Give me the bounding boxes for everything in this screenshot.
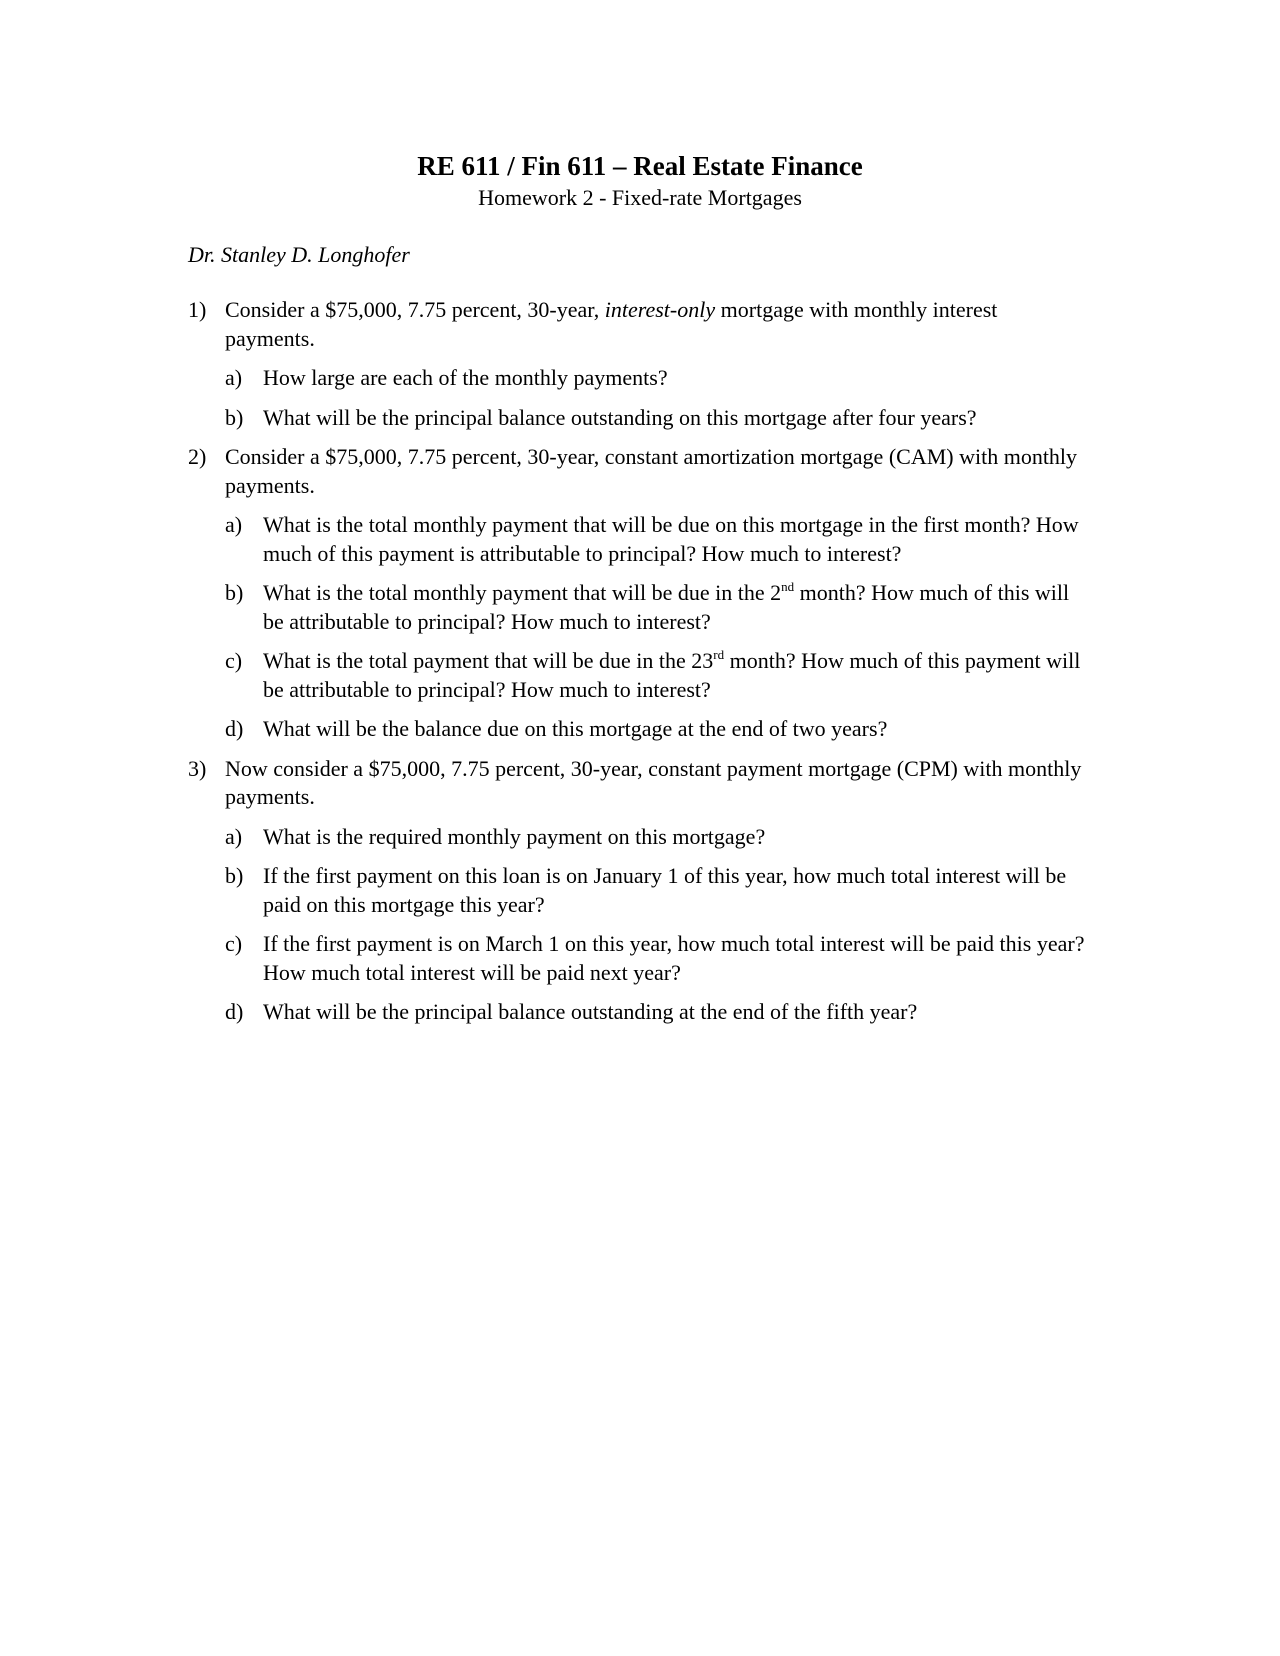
ordinal-suffix: rd [713,647,725,662]
sub-question-2a [225,511,1088,568]
sub-question-text: What will be the balance due on this mortgage at the end of two years? [263,716,888,741]
sub-question-3b [225,862,1088,919]
sub-question-list [225,511,1088,744]
sub-question-number: c) [225,648,243,673]
question-3 [188,755,1088,1027]
sub-question-number: b) [225,404,244,430]
sub-question-text: What will be the principal balance outstanding on this mortgage after four years? [263,404,977,430]
question-number: 2) [188,444,207,469]
sub-question-1a [225,364,1088,393]
sub-question-text: What is the total monthly payment that will be due on this mortgage in the first month? How much of this payment is attributable to principal? How much to interest? [263,512,1079,566]
sub-question-2b [225,579,1088,636]
question-text-emphasis: interest-only [604,297,716,322]
question-text [225,296,1088,353]
sub-question-list [225,364,1088,432]
sub-question-text: What will be the principal balance outstanding at the end of the fifth year? [263,999,918,1024]
author-name: Dr. Stanley D. Longhofer [188,242,410,267]
sub-question-text: How large are each of the monthly payments? [263,365,668,390]
ordinal-suffix: nd [781,579,795,594]
sub-question-3c [225,930,1088,987]
question-text: Consider a $75,000, 7.75 percent, 30-year, constant amortization mortgage (CAM) with monthly payments. [225,444,1078,498]
sub-question-text-part: What is the total monthly payment that will be due in the 2 [263,580,782,605]
question-number: 3) [188,755,207,781]
sub-question-2c [225,647,1088,704]
title-block [0,150,1280,212]
question-text: Now consider a $75,000, 7.75 percent, 30-year, constant payment mortgage (CPM) with monthly payments. [225,755,1082,809]
sub-question-number: a) [225,823,243,849]
sub-question-number: a) [225,512,243,537]
sub-question-number: a) [225,365,243,390]
sub-question-3d [225,998,1088,1027]
sub-question-number: b) [225,580,244,605]
sub-question-3a [225,823,1088,852]
sub-question-text-part: What is the total payment that will be due in the 23 [263,648,714,673]
sub-question-list [225,823,1088,1027]
sub-question-text: If the first payment is on March 1 on this year, how much total interest will be paid this year? How much total interest will be paid next year? [263,931,1085,985]
sub-question-number: b) [225,863,244,888]
question-number: 1) [188,297,207,322]
sub-question-text: What is the required monthly payment on this mortgage? [263,823,766,849]
sub-question-text-part: month? How much of this payment will be attributable to principal? How much to interest? [263,648,1081,702]
sub-question-number: c) [225,931,243,956]
sub-question-text-part: month? How much of this will be attributable to principal? How much to interest? [263,580,1070,634]
sub-question-text [263,580,1069,634]
sub-question-1b [225,404,1088,433]
sub-question-text [263,648,1080,702]
document-subtitle: Homework 2 - Fixed-rate Mortgages [478,185,802,210]
sub-question-2d [225,715,1088,744]
sub-question-number: d) [225,716,244,741]
question-1 [188,296,1088,432]
question-text-part: Consider a $75,000, 7.75 percent, 30-year, [225,297,605,322]
sub-question-text: If the first payment on this loan is on January 1 of this year, how much total interest will be paid on this mortgage this year? [263,863,1067,917]
question-text-part: mortgage with monthly interest payments. [225,297,998,351]
question-list [188,296,1088,1038]
document-title: RE 611 / Fin 611 – Real Estate Finance [417,151,863,181]
question-2 [188,443,1088,744]
sub-question-number: d) [225,999,244,1024]
